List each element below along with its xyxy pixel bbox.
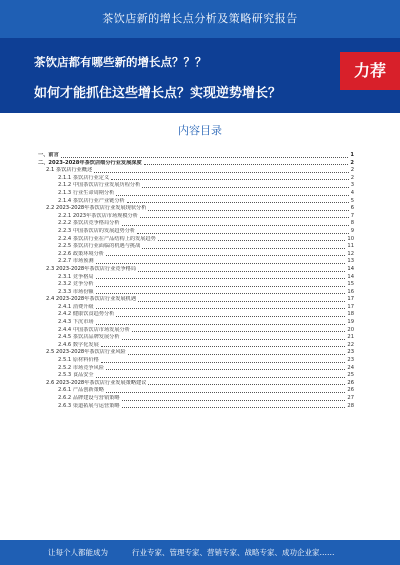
toc-entry-page: 20 (347, 326, 354, 333)
toc-entry-page: 27 (347, 395, 354, 401)
toc-entry[interactable] (38, 251, 354, 259)
toc-entry[interactable] (38, 258, 354, 266)
toc-leader-dots (148, 384, 345, 385)
toc-leader-dots (122, 400, 346, 401)
toc-leader-dots (101, 362, 346, 363)
toc-entry-text: 2.2.1 2023年茶饮店市场规模分析 (58, 212, 138, 219)
toc-entry-text: 2.3.1 竞争格局 (58, 273, 94, 280)
toc-entry-text: 2.1.3 行业生命周期分析 (58, 189, 115, 196)
toc-entry-text: 2.6.3 渠道拓展与运营策略 (58, 402, 120, 409)
toc-entry-text: 2.3 2023-2028年茶饮店行业竞争格局 (46, 265, 137, 272)
toc-entry[interactable] (38, 213, 354, 221)
toc-leader-dots (142, 187, 348, 188)
toc-leader-dots (111, 179, 349, 180)
footer-slogan-right: 行业专家、管理专家、营销专家、战略专家、成功企业家…… (132, 548, 335, 557)
toc-entry-text: 2.5.3 食品安全 (58, 372, 94, 379)
toc-entry-text: 2.6.2 品牌建设与营销策略 (58, 395, 120, 401)
toc-entry-text: 二、2023-2028年茶饮店细分行业发展深度 (38, 159, 142, 166)
toc-leader-dots (96, 324, 346, 325)
toc-leader-dots (96, 293, 346, 294)
toc-entry[interactable] (38, 327, 354, 335)
toc-entry-page: 13 (347, 258, 354, 265)
toc-entry-text: 2.4.6 数字化发展 (58, 341, 99, 348)
toc-leader-dots (61, 157, 349, 158)
toc-leader-dots (106, 369, 345, 370)
toc-entry[interactable] (38, 395, 354, 403)
toc-entry[interactable] (38, 220, 354, 228)
toc-entry-page: 16 (347, 288, 354, 295)
toc-entry-text: 2.5 2023-2028年茶饮店行业风险 (46, 349, 126, 356)
toc-entry[interactable] (38, 167, 354, 175)
toc-entry[interactable] (38, 342, 354, 350)
toc-entry-text: 2.2.7 市场预测 (58, 258, 94, 265)
recommend-badge: 力荐 (340, 52, 400, 90)
toc-entry-page: 2 (350, 174, 354, 181)
toc-entry[interactable] (38, 205, 354, 213)
toc-entry[interactable] (38, 334, 354, 342)
toc-entry[interactable] (38, 304, 354, 312)
toc-entry-page: 14 (347, 273, 354, 280)
footer-slogan-left: 让每个人都能成为 (48, 548, 108, 557)
toc-entry-page: 18 (347, 311, 354, 318)
toc-entry-page: 21 (347, 334, 354, 341)
toc-entry-text: 2.3.3 市场份额 (58, 288, 94, 295)
toc-entry-text: 2.2.2 茶饮店竞争格局分析 (58, 220, 120, 227)
toc-entry[interactable] (38, 190, 354, 198)
toc-entry-text: 2.2.4 茶饮店行业在产品结构上的发展趋势 (58, 235, 156, 242)
toc-entry-page: 9 (350, 227, 354, 234)
toc-entry[interactable] (38, 403, 354, 411)
toc-entry-page: 8 (350, 220, 354, 227)
table-of-contents (38, 152, 354, 410)
toc-entry-text: 2.1.1 茶饮店行业定义 (58, 174, 110, 181)
toc-leader-dots (122, 225, 349, 226)
toc-leader-dots (144, 164, 349, 165)
toc-leader-dots (96, 377, 346, 378)
toc-leader-dots (148, 210, 348, 211)
toc-entry-text: 2.3.2 竞争分析 (58, 281, 94, 288)
toc-entry-page: 2 (350, 167, 354, 174)
toc-entry-text: 2.5.1 原材料价格 (58, 357, 99, 364)
toc-entry[interactable] (38, 380, 354, 388)
toc-entry-text: 2.4.5 茶饮店品牌发展分析 (58, 334, 120, 341)
toc-entry-page: 22 (347, 341, 354, 348)
toc-entry[interactable] (38, 160, 354, 168)
toc-entry[interactable] (38, 289, 354, 297)
toc-entry-text: 2.5.2 市场竞争风险 (58, 364, 104, 371)
toc-entry[interactable] (38, 243, 354, 251)
toc-entry[interactable] (38, 372, 354, 380)
toc-entry[interactable] (38, 175, 354, 183)
toc-entry-page: 14 (347, 265, 354, 272)
toc-entry[interactable] (38, 357, 354, 365)
toc-entry[interactable] (38, 198, 354, 206)
toc-entry-page: 28 (347, 402, 354, 409)
toc-leader-dots (138, 271, 345, 272)
toc-leader-dots (116, 316, 345, 317)
toc-entry[interactable] (38, 311, 354, 319)
toc-entry-text: 2.2.3 中国茶饮店的发展趋势分析 (58, 227, 136, 234)
hero-question-2: 如何才能抓住这些增长点？实现逆势增长？ (34, 86, 282, 101)
toc-entry[interactable] (38, 152, 354, 160)
toc-entry-page: 12 (347, 250, 354, 257)
toc-leader-dots (96, 263, 346, 264)
toc-entry-text: 2.2.5 茶饮店行业面临的机遇与挑战 (58, 243, 141, 250)
toc-entry[interactable] (38, 296, 354, 304)
toc-entry-page: 17 (347, 303, 354, 310)
toc-entry-page: 17 (347, 296, 354, 303)
toc-entry-text: 2.4 2023-2028年茶饮店行业发展机遇 (46, 296, 137, 303)
hero-question-1: 茶饮店都有哪些新的增长点？？？ (34, 55, 207, 69)
toc-leader-dots (94, 172, 348, 173)
toc-entry-text: 2.1.4 茶饮店行业产业链分析 (58, 197, 125, 204)
toc-leader-dots (127, 202, 349, 203)
toc-entry-page: 26 (347, 387, 354, 394)
toc-entry[interactable] (38, 182, 354, 190)
toc-entry-text: 2.2 2023-2028年茶饮店行业发展现状分析 (46, 205, 147, 212)
report-title: 茶饮店新的增长点分析及策略研究报告 (102, 12, 298, 25)
toc-entry-page: 25 (347, 372, 354, 379)
toc-leader-dots (96, 286, 346, 287)
toc-entry-page: 23 (347, 357, 354, 364)
toc-entry-page: 6 (350, 205, 354, 212)
toc-leader-dots (106, 255, 345, 256)
toc-leader-dots (116, 195, 348, 196)
toc-leader-dots (96, 278, 346, 279)
toc-leader-dots (158, 240, 346, 241)
toc-leader-dots (142, 248, 345, 249)
toc-entry-page: 26 (347, 379, 354, 386)
toc-entry[interactable] (38, 236, 354, 244)
toc-leader-dots (101, 346, 346, 347)
toc-entry-page: 7 (350, 212, 354, 219)
toc-leader-dots (96, 308, 346, 309)
toc-entry-page: 2 (350, 159, 354, 166)
toc-entry-text: 2.4.3 下沉市场 (58, 319, 94, 326)
toc-entry-text: 2.1.2 中国茶饮店行业发展历程分析 (58, 182, 141, 189)
toc-entry-text: 2.6.1 产品创新策略 (58, 387, 104, 394)
toc-entry-page: 19 (347, 319, 354, 326)
toc-entry-text: 2.4.1 消费升级 (58, 303, 94, 310)
toc-entry[interactable] (38, 274, 354, 282)
toc-entry[interactable] (38, 266, 354, 274)
toc-entry-text: 2.2.6 政策环境分析 (58, 250, 104, 257)
toc-entry[interactable] (38, 349, 354, 357)
toc-entry-page: 24 (347, 364, 354, 371)
toc-entry[interactable] (38, 319, 354, 327)
toc-entry-page: 23 (347, 349, 354, 356)
toc-entry[interactable] (38, 387, 354, 395)
toc-entry-text: 一、前言 (38, 152, 59, 158)
toc-entry-text: 2.4.4 中国茶饮店市场发展分析 (58, 326, 130, 333)
toc-entry-text: 2.6 2023-2028年茶饮店行业发展策略建议 (46, 379, 147, 386)
toc-entry-page: 15 (347, 281, 354, 288)
toc-entry-page: 4 (350, 189, 354, 196)
toc-entry-page: 3 (350, 182, 354, 189)
toc-entry[interactable] (38, 365, 354, 373)
toc-leader-dots (128, 354, 346, 355)
toc-entry-page: 10 (347, 235, 354, 242)
toc-entry-page: 11 (347, 243, 354, 250)
toc-leader-dots (132, 331, 345, 332)
footer-bar (0, 540, 400, 565)
report-header (0, 0, 400, 38)
toc-leader-dots (122, 407, 346, 408)
toc-entry-text: 2.4.2 健康饮食趋势分析 (58, 311, 115, 318)
toc-leader-dots (140, 217, 349, 218)
toc-leader-dots (122, 339, 346, 340)
toc-leader-dots (106, 392, 345, 393)
toc-entry[interactable] (38, 228, 354, 236)
toc-entry-text: 2.1 茶饮店行业概述 (46, 167, 93, 174)
toc-entry[interactable] (38, 281, 354, 289)
toc-title: 内容目录 (178, 124, 222, 137)
toc-entry-page: 5 (350, 197, 354, 204)
toc-leader-dots (137, 233, 349, 234)
toc-entry-page: 1 (350, 152, 354, 158)
toc-leader-dots (138, 301, 345, 302)
